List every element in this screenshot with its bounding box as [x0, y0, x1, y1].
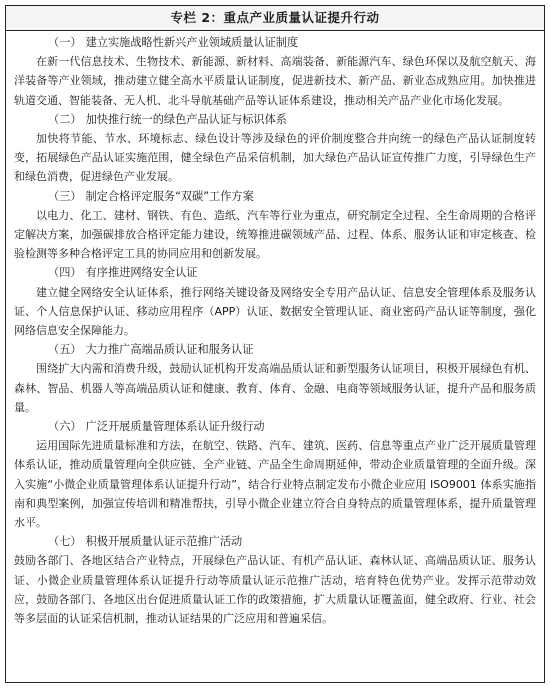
section-number: （三）	[48, 189, 82, 203]
section-title: 加快推行统一的绿色产品认证与标识体系	[85, 112, 287, 126]
section-number: （二）	[48, 112, 82, 126]
section-title: 制定合格评定服务“双碳”工作方案	[85, 189, 254, 203]
section-title: 有序推进网络安全认证	[85, 266, 198, 280]
section-body: 鼓励各部门、各地区结合产业特点，开展绿色产品认证、有机产品认证、森林认证、高端品质认证、服务认证、小微企业质量管理体系认证提升行动等质量认证示范推广活动，培育特色优势产业。发挥示范带动效应，鼓励各部门、各地区出台促进质量认证工作的政策措施，扩大质量认证覆盖面，健全政府、行业、社会等多层面的认证采信机制，推动认证结果的广泛应用和普遍采信。	[14, 554, 536, 626]
section-body: 以电力、化工、建材、钢铁、有色、造纸、汽车等行业为重点，研究制定全过程、全生命周期的合格评定解决方案，加强碳排放合格评定能力建设，统筹推进碳领域产品、过程、体系、服务认证和审定核查、检验检测等多种合格评定工具的协同应用和创新发展。	[14, 208, 536, 261]
section-body: 在新一代信息技术、生物技术、新能源、新材料、高端装备、新能源汽车、绿色环保以及航空航天、海洋装备等产业领域，推动建立健全高水平质量认证制度，促进新技术、新产品、新业态成熟应用。加快推进轨道交通、智能装备、无人机、北斗导航基础产品等认证体系建设，推动相关产品产业化市场化发展。	[14, 55, 536, 107]
section-number: （五）	[48, 343, 82, 357]
section-heading	[14, 340, 536, 359]
section-2	[14, 110, 536, 187]
section-body: 加快将节能、节水、环境标志、绿色设计等涉及绿色的评价制度整合并向统一的绿色产品认证制度转变，拓展绿色产品认证实施范围，健全绿色产品采信机制，加大绿色产品认证宣传推广力度，引导绿色生产和绿色消费，促进绿色产业发展。	[14, 132, 536, 184]
section-heading	[14, 417, 536, 436]
box-title: 专栏 2：重点产业质量认证提升行动	[6, 6, 544, 31]
section-number: （一）	[48, 36, 82, 49]
section-heading	[14, 532, 536, 551]
section-number: （六）	[48, 420, 82, 434]
section-title: 大力推广高端品质认证和服务认证	[85, 343, 254, 357]
section-5	[14, 340, 536, 417]
column-box	[5, 5, 545, 683]
section-heading	[14, 187, 536, 206]
section-heading	[14, 33, 536, 52]
section-number: （七）	[48, 535, 82, 549]
section-body: 建立健全网络安全认证体系，推行网络关键设备及网络安全专用产品认证、信息安全管理体系及服务认证、个人信息保护认证、移动应用程序（APP）认证、数据安全管理认证、商业密码产品认证等制度，强化网络信息安全保障能力。	[14, 285, 536, 338]
section-3	[14, 187, 536, 264]
section-heading	[14, 110, 536, 129]
section-6	[14, 417, 536, 532]
section-heading	[14, 263, 536, 282]
section-4	[14, 263, 536, 340]
section-body: 运用国际先进质量标准和方法，在航空、铁路、汽车、建筑、医药、信息等重点产业广泛开展质量管理体系认证，推动质量管理向全供应链、全产业链、产品全生命周期延伸，带动企业质量管理的全面升级。深入实施“小微企业质量管理体系认证提升行动”，结合行业特点制定发布小微企业应用 ISO9001 体系实施指南和典型案例，加强宣传培训和精准帮扶，引导小微企业建立符合自身特点的质量管理体系，提升质量管理水平。	[14, 439, 536, 530]
section-7	[14, 532, 536, 628]
section-title: 积极开展质量认证示范推广活动	[85, 535, 243, 549]
box-content	[6, 31, 544, 628]
section-body: 围绕扩大内需和消费升级，鼓励认证机构开发高端品质认证和新型服务认证项目，积极开展绿色有机、森林、智品、机器人等高端品质认证和健康、教育、体育、金融、电商等领域服务认证，提升产品和服务质量。	[14, 362, 536, 414]
section-number: （四）	[48, 266, 82, 280]
section-title: 广泛开展质量管理体系认证升级行动	[85, 420, 265, 434]
section-title: 建立实施战略性新兴产业领域质量认证制度	[85, 36, 299, 49]
section-1	[14, 33, 536, 110]
